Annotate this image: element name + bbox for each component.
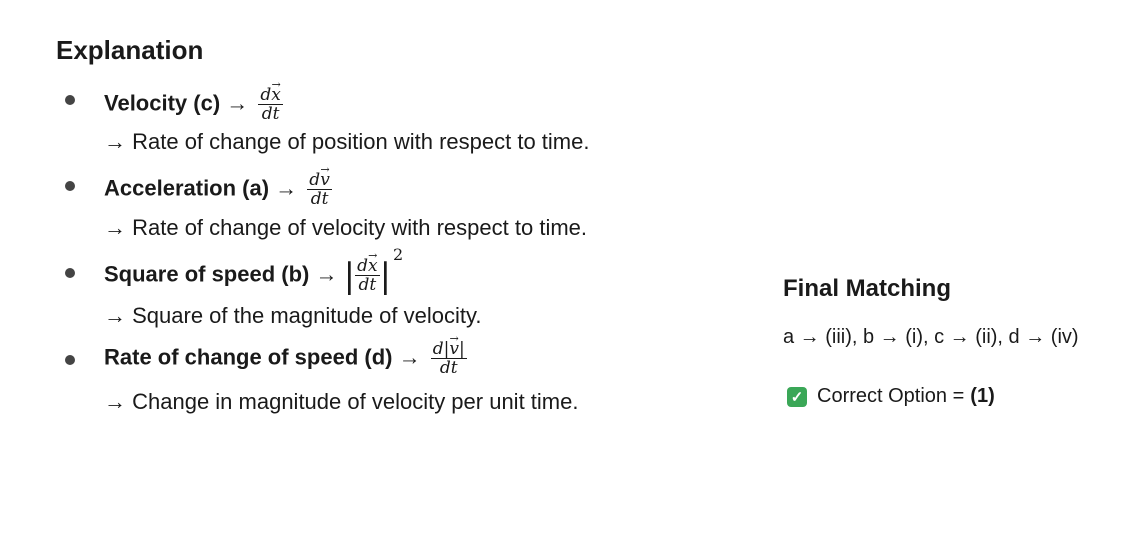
item-description: → Square of the magnitude of velocity. xyxy=(104,303,482,328)
correct-option-label: Correct Option = xyxy=(817,385,965,407)
correct-option-value: (1) xyxy=(970,385,995,407)
item-label: Velocity (c) → xyxy=(104,90,249,116)
item-description: → Rate of change of position with respect to time. xyxy=(104,129,590,154)
formula-denominator: dt xyxy=(439,358,458,378)
bullet-dot xyxy=(65,268,75,278)
vector-variable: → x xyxy=(271,86,281,104)
item-description: → Change in magnitude of velocity per unit time. xyxy=(104,389,579,414)
item-label: Square of speed (b) → xyxy=(104,261,338,287)
derivative-formula: $\frac{d\to x}{dt}$ xyxy=(258,86,282,123)
check-mark-icon: ✓ xyxy=(787,387,807,407)
list-item-acceleration xyxy=(104,171,332,208)
correct-option xyxy=(787,385,995,408)
final-matching-heading: Final Matching xyxy=(783,275,951,302)
derivative-formula: $\frac{d\to v}{dt}$ xyxy=(307,171,332,208)
formula-denominator: dt xyxy=(310,189,329,209)
derivative-formula: $\frac{d\to x}{dt}$ xyxy=(355,257,379,294)
item-description: → Rate of change of velocity with respect to time. xyxy=(104,215,588,240)
vector-variable: → v xyxy=(449,340,459,358)
list-item-velocity xyxy=(104,86,283,123)
vector-variable: → v xyxy=(320,171,330,189)
derivative-formula: $\frac{d|\to v|}{dt}$ xyxy=(431,340,467,377)
matching-answer: a → (iii), b → (i), c → (ii), d → (iv) xyxy=(783,326,1079,348)
explanation-heading: Explanation xyxy=(56,35,204,65)
vector-variable: → x xyxy=(368,257,378,275)
bullet-dot xyxy=(65,95,75,105)
bullet-dot xyxy=(65,181,75,191)
abs-bar-right: | xyxy=(379,255,392,296)
list-item-rate-of-change-of-speed xyxy=(104,340,467,377)
item-label: Acceleration (a) → xyxy=(104,175,298,201)
formula-denominator: dt xyxy=(358,275,377,295)
abs-bar-left: | xyxy=(343,255,356,296)
item-label: Rate of change of speed (d) → xyxy=(104,344,421,370)
formula-denominator: dt xyxy=(261,104,280,124)
exponent: 2 xyxy=(393,245,404,264)
bullet-dot xyxy=(65,355,75,365)
list-item-square-of-speed xyxy=(104,245,404,296)
